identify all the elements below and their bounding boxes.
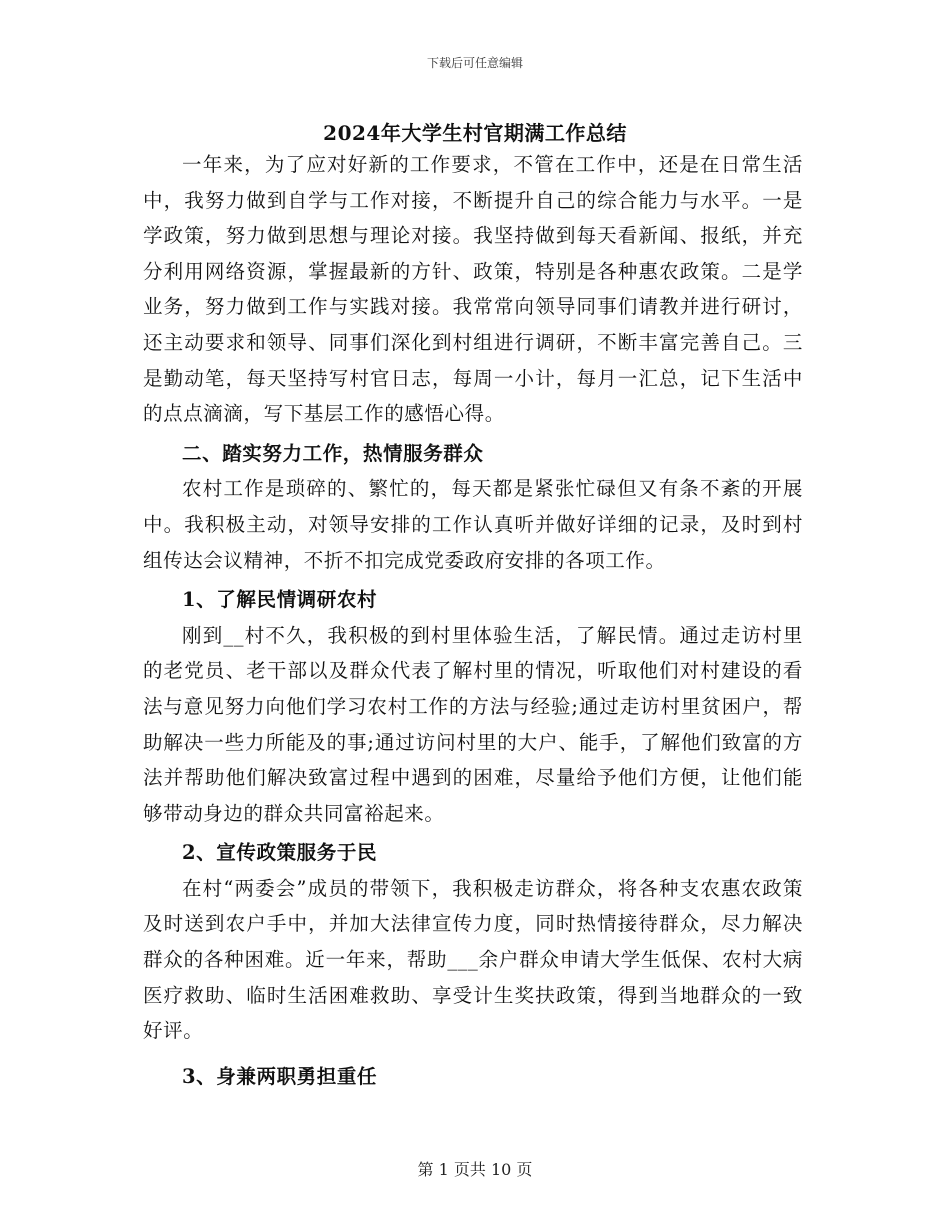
paragraph-sub-1: 刚到__村不久，我积极的到村里体验生活，了解民情。通过走访村里的老党员、老干部以及群众代表了解村里的情况，听取他们对村建设的看法与意见努力向他们学习农村工作的方法与经验;通过走访村里贫困户，帮助解决一些力所能及的事;通过访问村里的大户、能手，了解他们致富的方法并帮助他们解决致富过程中遇到的困难，尽量给予他们方便，让他们能够带动身边的群众共同富裕起来。 xyxy=(143,623,803,825)
paragraph-sub-2: 在村“两委会”成员的带领下，我积极走访群众，将各种支农惠农政策及时送到农户手中，并加大法律宣传力度，同时热情接待群众，尽力解决群众的各种困难。近一年来，帮助___余户群众申请大学生低保、农村大病医疗救助、临时生活困难救助、享受计生奖扶政策，得到当地群众的一致好评。 xyxy=(143,876,803,1043)
document-title: 2024年大学生村官期满工作总结 xyxy=(323,121,627,145)
subheading-3: 3、身兼两职勇担重任 xyxy=(182,1064,378,1088)
subheading-2: 2、宣传政策服务于民 xyxy=(182,841,378,865)
page-footer: 第 1 页共 10 页 xyxy=(417,1160,533,1179)
paragraph-section-2: 农村工作是琐碎的、繁忙的，每天都是紧张忙碌但又有条不紊的开展中。我积极主动，对领导安排的工作认真听并做好详细的记录，及时到村组传达会议精神，不折不扣完成党委政府安排的各项工作。 xyxy=(143,477,803,572)
section-heading-2: 二、踏实努力工作，热情服务群众 xyxy=(182,441,484,465)
paragraph-intro: 一年来，为了应对好新的工作要求，不管在工作中，还是在日常生活中，我努力做到自学与工作对接，不断提升自己的综合能力与水平。一是学政策，努力做到思想与理论对接。我坚持做到每天看新闻、报纸，并充分利用网络资源，掌握最新的方针、政策，特别是各种惠农政策。二是学业务，努力做到工作与实践对接。我常常向领导同事们请教并进行研讨，还主动要求和领导、同事们深化到村组进行调研，不断丰富完善自己。三是勤动笔，每天坚持写村官日志，每周一小计，每月一汇总，记下生活中的点点滴滴，写下基层工作的感悟心得。 xyxy=(143,153,803,426)
header-note: 下载后可任意编辑 xyxy=(426,56,523,70)
document-body xyxy=(143,147,803,1094)
subheading-1: 1、了解民情调研农村 xyxy=(182,588,378,612)
